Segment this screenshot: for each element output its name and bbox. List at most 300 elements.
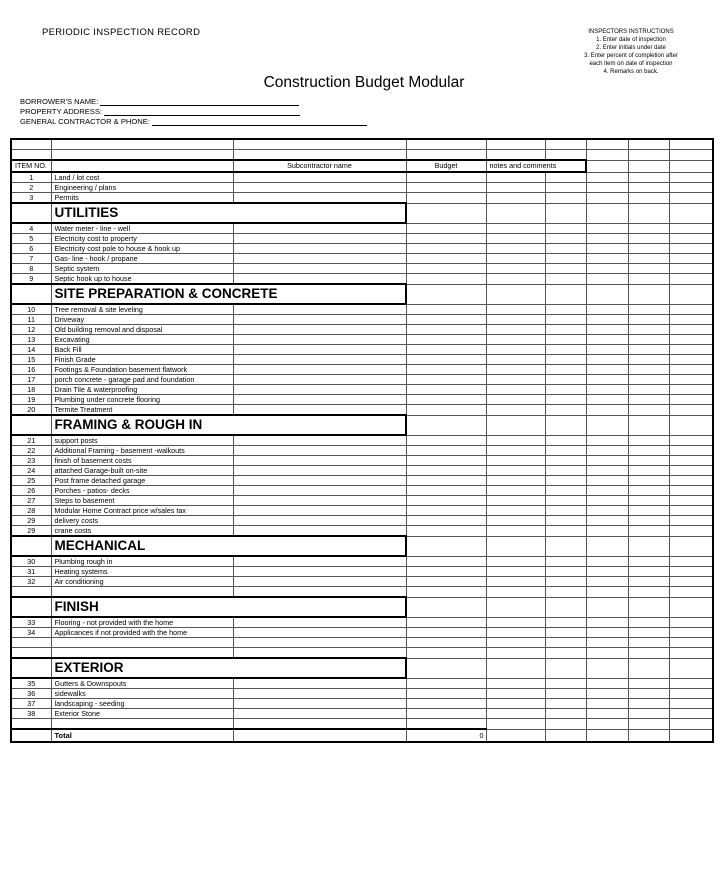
empty-cell: [628, 678, 669, 689]
empty-cell: [233, 577, 406, 587]
table-row: [11, 435, 713, 446]
table-row: [11, 466, 713, 476]
colheader-row: [11, 160, 713, 172]
empty-cell: [586, 648, 628, 659]
empty-cell: [486, 304, 545, 315]
table-row: [11, 405, 713, 416]
blank-row: [11, 719, 713, 730]
empty-cell: [233, 628, 406, 638]
item-desc-cell: support posts: [51, 435, 233, 446]
empty-cell: [406, 536, 486, 556]
empty-cell: [586, 150, 628, 161]
empty-cell: [628, 486, 669, 496]
table-row: [11, 526, 713, 537]
empty-cell: [545, 244, 586, 254]
item-desc-cell: Finish Grade: [51, 355, 233, 365]
item-desc-cell: Footings & Foundation basement flatwork: [51, 365, 233, 375]
table-row: [11, 335, 713, 345]
empty-cell: [545, 526, 586, 537]
empty-cell: [545, 567, 586, 577]
empty-cell: [406, 526, 486, 537]
empty-cell: [545, 375, 586, 385]
table-row: [11, 628, 713, 638]
empty-cell: [628, 556, 669, 567]
empty-cell: [545, 446, 586, 456]
empty-cell: [406, 234, 486, 244]
empty-cell: [406, 254, 486, 264]
empty-cell: [545, 729, 586, 742]
document-top-title: PERIODIC INSPECTION RECORD: [42, 27, 201, 38]
empty-cell: [233, 719, 406, 730]
empty-cell: [545, 638, 586, 648]
empty-cell: [233, 234, 406, 244]
blank-row: [11, 139, 713, 150]
item-desc-cell: Old building removal and disposal: [51, 325, 233, 335]
empty-cell: [406, 709, 486, 719]
empty-cell: [586, 729, 628, 742]
item-desc-cell: Plumbing rough in: [51, 556, 233, 567]
empty-cell: [545, 486, 586, 496]
empty-cell: [233, 345, 406, 355]
empty-cell: [628, 375, 669, 385]
empty-cell: [545, 315, 586, 325]
item-no-cell: 28: [11, 506, 51, 516]
empty-cell: [51, 587, 233, 598]
item-no-cell: 12: [11, 325, 51, 335]
blank-row: [11, 587, 713, 598]
empty-cell: [486, 719, 545, 730]
empty-cell: [669, 325, 713, 335]
empty-cell: [669, 466, 713, 476]
table-row: [11, 375, 713, 385]
empty-cell: [486, 638, 545, 648]
empty-cell: [545, 234, 586, 244]
item-desc-cell: landscaping - seeding: [51, 699, 233, 709]
item-no-cell: 18: [11, 385, 51, 395]
empty-cell: [486, 446, 545, 456]
empty-cell: [628, 699, 669, 709]
empty-cell: [233, 254, 406, 264]
item-no-header: ITEM NO.: [11, 160, 51, 172]
item-desc-cell: Gutters & Downspouts: [51, 678, 233, 689]
empty-cell: [586, 689, 628, 699]
empty-cell: [406, 193, 486, 204]
empty-cell: [628, 526, 669, 537]
empty-cell: [406, 446, 486, 456]
empty-cell: [51, 139, 233, 150]
empty-cell: [669, 223, 713, 234]
empty-cell: [486, 150, 545, 161]
empty-cell: [486, 405, 545, 416]
empty-cell: [586, 678, 628, 689]
empty-cell: [628, 254, 669, 264]
item-desc-cell: Electricity cost to property: [51, 234, 233, 244]
empty-cell: [11, 719, 51, 730]
empty-cell: [628, 405, 669, 416]
empty-cell: [586, 335, 628, 345]
section-title-cell: EXTERIOR: [51, 658, 406, 678]
item-no-cell: 13: [11, 335, 51, 345]
empty-cell: [586, 435, 628, 446]
empty-cell: [406, 203, 486, 223]
empty-cell: [406, 648, 486, 659]
empty-cell: [628, 193, 669, 204]
empty-cell: [586, 476, 628, 486]
section-no-cell: [11, 284, 51, 304]
empty-cell: [545, 139, 586, 150]
empty-cell: [233, 556, 406, 567]
empty-cell: [669, 699, 713, 709]
empty-cell: [406, 355, 486, 365]
budget-header: Budget: [406, 160, 486, 172]
empty-cell: [486, 628, 545, 638]
empty-cell: [669, 456, 713, 466]
empty-cell: [406, 628, 486, 638]
empty-cell: [586, 699, 628, 709]
empty-cell: [669, 234, 713, 244]
empty-cell: [406, 315, 486, 325]
empty-cell: [406, 385, 486, 395]
empty-cell: [586, 405, 628, 416]
item-desc-cell: Driveway: [51, 315, 233, 325]
empty-cell: [406, 304, 486, 315]
empty-cell: [586, 395, 628, 405]
item-desc-cell: Post frame detached garage: [51, 476, 233, 486]
item-desc-cell: sidewalks: [51, 689, 233, 699]
empty-cell: [586, 139, 628, 150]
empty-cell: [545, 335, 586, 345]
section-no-cell: [11, 203, 51, 223]
empty-cell: [545, 254, 586, 264]
empty-cell: [628, 264, 669, 274]
empty-cell: [628, 395, 669, 405]
item-desc-cell: delivery costs: [51, 516, 233, 526]
empty-cell: [669, 709, 713, 719]
empty-cell: [486, 516, 545, 526]
empty-cell: [486, 648, 545, 659]
page-title: Construction Budget Modular: [263, 74, 465, 91]
item-no-cell: 7: [11, 254, 51, 264]
empty-cell: [486, 567, 545, 577]
item-no-cell: 36: [11, 689, 51, 699]
item-no-cell: 32: [11, 577, 51, 587]
empty-cell: [628, 274, 669, 285]
empty-cell: [628, 516, 669, 526]
general-contractor-blank-line: [152, 117, 367, 126]
table-row: [11, 446, 713, 456]
empty-cell: [628, 689, 669, 699]
item-no-cell: 23: [11, 456, 51, 466]
empty-cell: [486, 375, 545, 385]
empty-cell: [545, 597, 586, 617]
empty-cell: [628, 597, 669, 617]
description-header: [51, 160, 233, 172]
section-no-cell: [11, 597, 51, 617]
empty-cell: [486, 435, 545, 446]
general-contractor-label: GENERAL CONTRACTOR & PHONE:: [20, 117, 150, 126]
empty-cell: [628, 435, 669, 446]
empty-cell: [586, 284, 628, 304]
empty-cell: [233, 516, 406, 526]
empty-cell: [406, 516, 486, 526]
empty-cell: [406, 658, 486, 678]
empty-cell: [669, 638, 713, 648]
borrower-name-field: [20, 96, 367, 106]
empty-cell: [486, 284, 545, 304]
empty-cell: [669, 729, 713, 742]
item-no-cell: 34: [11, 628, 51, 638]
table-row: [11, 678, 713, 689]
table-row: [11, 709, 713, 719]
empty-cell: [545, 496, 586, 506]
empty-cell: [586, 446, 628, 456]
empty-cell: [669, 335, 713, 345]
item-desc-cell: porch concrete - garage pad and foundation: [51, 375, 233, 385]
item-no-cell: 1: [11, 172, 51, 183]
empty-cell: [486, 486, 545, 496]
empty-cell: [406, 556, 486, 567]
table-row: [11, 385, 713, 395]
empty-cell: [233, 355, 406, 365]
empty-cell: [486, 506, 545, 516]
empty-cell: [233, 172, 406, 183]
empty-cell: [669, 315, 713, 325]
empty-cell: [51, 638, 233, 648]
empty-cell: [486, 729, 545, 742]
empty-cell: [628, 234, 669, 244]
empty-cell: [233, 689, 406, 699]
empty-cell: [51, 150, 233, 161]
section-no-cell: [11, 658, 51, 678]
empty-cell: [406, 395, 486, 405]
empty-cell: [233, 617, 406, 628]
item-no-cell: 5: [11, 234, 51, 244]
empty-cell: [486, 244, 545, 254]
item-no-cell: 10: [11, 304, 51, 315]
empty-cell: [669, 496, 713, 506]
subcontractor-header: Subcontractor name: [233, 160, 406, 172]
blank-row: [11, 150, 713, 161]
total-label-cell: Total: [51, 729, 233, 742]
empty-cell: [586, 203, 628, 223]
empty-cell: [406, 150, 486, 161]
empty-cell: [51, 719, 233, 730]
empty-cell: [586, 516, 628, 526]
empty-cell: [545, 183, 586, 193]
empty-cell: [51, 648, 233, 659]
empty-cell: [406, 365, 486, 375]
empty-cell: [586, 719, 628, 730]
empty-cell: [486, 556, 545, 567]
empty-cell: [669, 435, 713, 446]
property-address-blank-line: [104, 107, 300, 116]
blank-row: [11, 648, 713, 659]
empty-cell: [586, 315, 628, 325]
item-no-cell: 8: [11, 264, 51, 274]
empty-cell: [669, 385, 713, 395]
empty-cell: [586, 486, 628, 496]
empty-cell: [406, 223, 486, 234]
table-row: [11, 315, 713, 325]
empty-cell: [486, 699, 545, 709]
empty-cell: [545, 193, 586, 204]
empty-cell: [628, 325, 669, 335]
empty-cell: [545, 274, 586, 285]
empty-cell: [545, 556, 586, 567]
empty-cell: [628, 446, 669, 456]
item-desc-cell: Termite Treatment: [51, 405, 233, 416]
instructions-line: INSPECTORS INSTRUCTIONS: [588, 29, 674, 35]
empty-cell: [628, 139, 669, 150]
table-row: [11, 486, 713, 496]
empty-cell: [669, 139, 713, 150]
empty-cell: [628, 536, 669, 556]
empty-cell: [586, 597, 628, 617]
empty-cell: [586, 254, 628, 264]
empty-cell: [545, 516, 586, 526]
empty-cell: [545, 699, 586, 709]
empty-cell: [233, 375, 406, 385]
empty-cell: [586, 345, 628, 355]
empty-cell: [669, 244, 713, 254]
empty-cell: [486, 617, 545, 628]
item-no-cell: 16: [11, 365, 51, 375]
empty-cell: [486, 395, 545, 405]
empty-cell: [486, 264, 545, 274]
empty-cell: [545, 223, 586, 234]
empty-cell: [233, 139, 406, 150]
property-address-label: PROPERTY ADDRESS:: [20, 107, 103, 116]
empty-cell: [486, 139, 545, 150]
empty-cell: [586, 628, 628, 638]
empty-cell: [233, 648, 406, 659]
table-row: [11, 223, 713, 234]
empty-cell: [586, 638, 628, 648]
empty-cell: [628, 172, 669, 183]
empty-cell: [669, 617, 713, 628]
empty-cell: [669, 678, 713, 689]
table-row: [11, 476, 713, 486]
section-no-cell: [11, 415, 51, 435]
empty-cell: [545, 709, 586, 719]
empty-cell: [233, 223, 406, 234]
item-desc-cell: Excavating: [51, 335, 233, 345]
empty-cell: [406, 638, 486, 648]
empty-cell: [628, 638, 669, 648]
empty-cell: [586, 587, 628, 598]
item-desc-cell: finish of basement costs: [51, 456, 233, 466]
empty-cell: [233, 699, 406, 709]
item-desc-cell: Modular Home Contract price w/sales tax: [51, 506, 233, 516]
empty-cell: [586, 172, 628, 183]
empty-cell: [233, 638, 406, 648]
empty-cell: [669, 486, 713, 496]
empty-cell: [486, 689, 545, 699]
empty-cell: [586, 193, 628, 204]
empty-cell: [669, 203, 713, 223]
table-row: [11, 274, 713, 285]
section-row: [11, 415, 713, 435]
blank-row: [11, 638, 713, 648]
empty-cell: [233, 446, 406, 456]
empty-cell: [486, 172, 545, 183]
item-no-cell: 15: [11, 355, 51, 365]
empty-cell: [669, 415, 713, 435]
empty-cell: [486, 536, 545, 556]
instructions-line: 1. Enter date of inspection: [596, 37, 666, 43]
empty-cell: [545, 577, 586, 587]
table-row: [11, 244, 713, 254]
empty-cell: [545, 345, 586, 355]
empty-cell: [406, 244, 486, 254]
table-row: [11, 496, 713, 506]
total-row: [11, 729, 713, 742]
empty-cell: [545, 415, 586, 435]
empty-cell: [233, 567, 406, 577]
item-no-cell: 37: [11, 699, 51, 709]
empty-cell: [545, 264, 586, 274]
empty-cell: [11, 648, 51, 659]
empty-cell: [545, 466, 586, 476]
empty-cell: [233, 476, 406, 486]
empty-cell: [233, 304, 406, 315]
empty-cell: [406, 617, 486, 628]
empty-cell: [545, 325, 586, 335]
empty-cell: [233, 486, 406, 496]
empty-cell: [233, 244, 406, 254]
empty-cell: [233, 264, 406, 274]
empty-cell: [586, 223, 628, 234]
table-row: [11, 699, 713, 709]
empty-cell: [545, 587, 586, 598]
notes-header: notes and comments: [486, 160, 586, 172]
total-no-cell: [11, 729, 51, 742]
empty-cell: [586, 274, 628, 285]
empty-cell: [11, 638, 51, 648]
table-row: [11, 456, 713, 466]
empty-cell: [486, 325, 545, 335]
empty-cell: [545, 628, 586, 638]
item-no-cell: 6: [11, 244, 51, 254]
empty-cell: [545, 506, 586, 516]
empty-cell: [628, 567, 669, 577]
empty-cell: [233, 405, 406, 416]
empty-cell: [628, 456, 669, 466]
empty-cell: [11, 150, 51, 161]
empty-cell: [406, 325, 486, 335]
empty-cell: [545, 435, 586, 446]
instructions-line: 3. Enter percent of completion after: [584, 53, 678, 59]
empty-cell: [406, 587, 486, 598]
empty-cell: [669, 375, 713, 385]
empty-cell: [669, 476, 713, 486]
empty-cell: [669, 160, 713, 172]
item-no-cell: 2: [11, 183, 51, 193]
item-desc-cell: Permits: [51, 193, 233, 204]
empty-cell: [545, 203, 586, 223]
instructions-line: 4. Remarks on back.: [603, 69, 659, 75]
empty-cell: [545, 150, 586, 161]
empty-cell: [406, 678, 486, 689]
table-row: [11, 264, 713, 274]
empty-cell: [486, 274, 545, 285]
empty-cell: [628, 223, 669, 234]
empty-cell: [669, 150, 713, 161]
empty-cell: [233, 506, 406, 516]
empty-cell: [586, 325, 628, 335]
item-no-cell: 27: [11, 496, 51, 506]
empty-cell: [545, 365, 586, 375]
